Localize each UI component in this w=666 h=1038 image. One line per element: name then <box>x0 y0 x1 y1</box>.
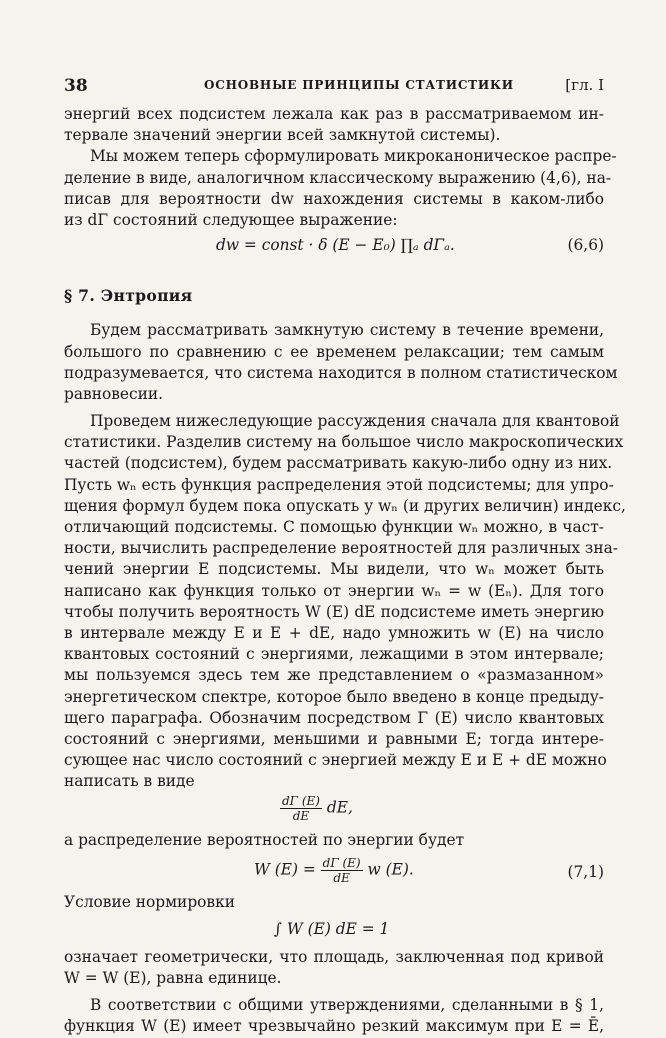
chapter-marker: [гл. I <box>565 76 604 94</box>
equation-number: (7,1) <box>567 862 604 881</box>
paragraph-normalization <box>64 947 604 989</box>
page-body <box>64 104 626 1038</box>
equation-lhs: W (E) = <box>254 860 316 879</box>
normalization-equation <box>64 913 604 947</box>
fraction-tail: dE, <box>326 798 353 817</box>
equation-rhs: w (E). <box>367 860 414 879</box>
fraction <box>321 856 363 885</box>
text-line: а распределение вероятностей по энергии будет <box>64 831 465 850</box>
text-line: состояний с энергиями, меньшими и равными E; тогда интере- <box>64 729 604 748</box>
text-line: Пусть wₙ есть функция распределения этой подсистемы; для упро- <box>64 475 614 494</box>
equation-7-1 <box>64 852 604 892</box>
fraction-numerator: dΓ (E) <box>282 794 320 809</box>
text-line: чений энергии E подсистемы. Мы видели, что wₙ может быть <box>64 560 604 579</box>
text-line: Будем рассматривать замкнутую систему в течение времени, <box>90 321 604 340</box>
text-line: ности, вычислить распределение вероятностей для различных зна- <box>64 539 618 558</box>
page-number: 38 <box>64 76 88 96</box>
text-line: W = W (E), равна единице. <box>64 969 282 988</box>
text-line: равновесии. <box>64 384 164 403</box>
equation-text: ∫ W (E) dE = 1 <box>274 919 390 938</box>
page-header <box>64 76 604 96</box>
fraction-group <box>280 794 353 823</box>
text-line: деление в виде, аналогичном классическому выражению (4,6), на- <box>64 168 612 187</box>
section-heading: § 7. Энтропия <box>64 286 193 306</box>
fraction-expression <box>64 792 604 830</box>
text-line: из dΓ состояний следующее выражение: <box>64 210 398 229</box>
text-line: энергий всех подсистем лежала как раз в рассматриваемом ин- <box>64 105 604 123</box>
text-line: отличающий подсистемы. С помощью функции wₙ можно, в част- <box>64 518 604 537</box>
text-line: щего параграфа. Обозначим посредством Γ (E) число квантовых <box>64 708 604 727</box>
text-line: тервале значений энергии всей замкнутой системы). <box>64 126 501 145</box>
text-line: частей (подсистем), будем рассматривать какую-либо одну из них. <box>64 454 613 473</box>
text-line: квантовых состояний с энергиями, лежащими в этом интервале; <box>64 645 604 664</box>
paragraph-microcanonical <box>64 146 617 231</box>
text-line: сующее нас число состояний с энергией между E и E + dE можно <box>64 751 607 770</box>
text-line: чтобы получить вероятность W (E) dE подсистеме иметь энергию <box>64 602 604 621</box>
paragraph-maximum <box>64 995 604 1037</box>
text-line: написать в виде <box>64 772 195 791</box>
text-line: в интервале между E и E + dE, надо умножить w (E) на число <box>64 623 604 642</box>
text-line: Условие нормировки <box>64 892 235 911</box>
equation-text: dw = const · δ (E − E₀) ∏ₐ dΓₐ. <box>216 236 455 255</box>
text-line: энергетическом спектре, которое было введено в конце предыду- <box>64 687 604 706</box>
text-line: Мы можем теперь сформулировать микроканоническое распре- <box>90 147 617 166</box>
fraction <box>280 794 322 823</box>
text-line: мы пользуемся здесь тем же представлением о «размазанном» <box>64 666 604 685</box>
equation-text <box>254 856 414 885</box>
text-line: писав для вероятности dw нахождения системы в каком-либо <box>64 189 604 208</box>
text-line: подразумевается, что система находится в полном статистическом <box>64 363 618 382</box>
text-line: написано как функция только от энергии wₙ = w (Eₙ). Для того <box>64 581 604 600</box>
text-line: щения формул будем пока опускать у wₙ (и других величин) индекс, <box>64 496 626 515</box>
running-title: ОСНОВНЫЕ ПРИНЦИПЫ СТАТИСТИКИ <box>204 78 514 92</box>
equation-6-6 <box>64 231 604 267</box>
paragraph-equilibrium <box>64 320 618 405</box>
text-line: статистики. Разделив систему на большое число макроскопических <box>64 433 624 452</box>
text-line: В соответствии с общими утверждениями, сделанными в § 1, <box>90 996 604 1015</box>
fraction-denominator: dE <box>333 870 350 885</box>
paragraph-quantum-statistics <box>64 411 626 792</box>
fraction-denominator: dE <box>292 809 310 824</box>
text-line: большого по сравнению с ее временем релаксации; тем самым <box>64 342 604 361</box>
fraction-numerator: dΓ (E) <box>322 855 361 870</box>
paragraph-continuation <box>64 104 604 146</box>
text-line: функция W (E) имеет чрезвычайно резкий максимум при E = Ē, <box>64 1017 604 1036</box>
text-line: Проведем нижеследующие рассуждения сначала для квантовой <box>90 412 620 431</box>
text-line: означает геометрически, что площадь, заключенная под кривой <box>64 947 604 966</box>
equation-number: (6,6) <box>567 236 604 255</box>
